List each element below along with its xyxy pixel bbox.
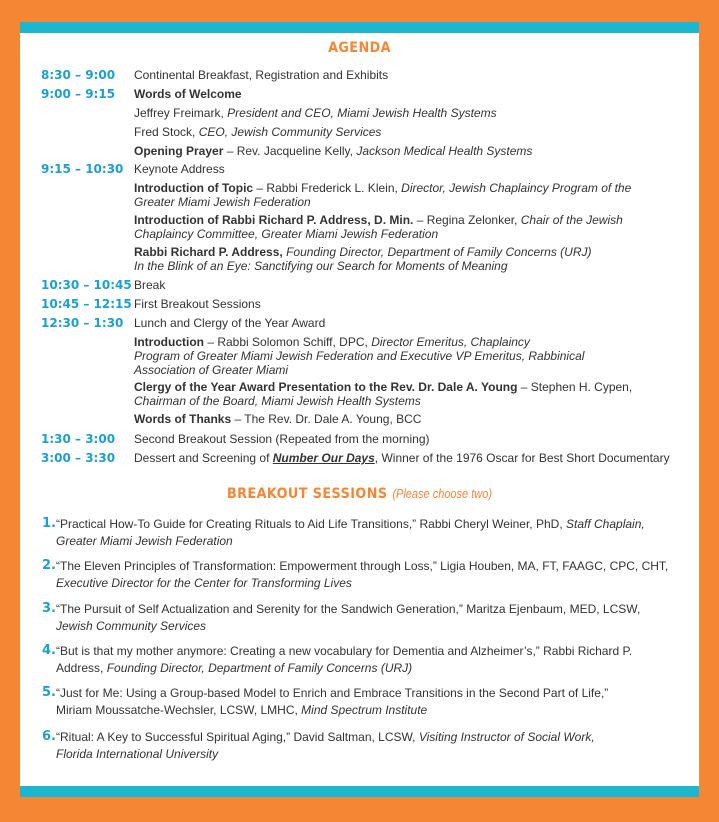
item-lead: Clergy of the Year Award Presentation to the Rev. Dr. Dale A. Young [134,380,518,394]
speaker-role: Director, Jewish Chaplaincy Program of the Greater Miami Jewish Federation [134,181,632,209]
presenter-role: Staff Chaplain, [566,517,645,531]
item-lead: Introduction [134,335,204,349]
session-text: “Just for Me: Using a Group-based Model to Enrich and Embrace Transitions in the Second Part of Life,” [56,686,609,700]
presenter-role: Visiting Instructor of Social Work, [418,730,595,744]
presenter-role: Jewish Community Services [56,619,207,633]
schedule-item: Continental Breakfast, Registration and Exhibits [134,68,389,82]
time-slot: 8:30 – 9:00 [41,68,116,82]
breakout-number: 1. [42,516,56,531]
speaker-name: – Regina Zelonker, [413,213,521,227]
breakout-session [56,601,684,635]
speaker-line [134,412,689,426]
session-text: “But is that my mother anymore: Creating a new vocabulary for Dementia and Alzheimer’s,” Rabbi Richard P. [56,644,633,658]
item-lead: Introduction of Rabbi Richard P. Address, D. Min. [134,213,414,227]
breakout-session [56,685,684,719]
breakout-title [61,486,659,502]
speaker-role: Chair of the Jewish Chaplaincy Committee, Greater Miami Jewish Federation [134,213,623,241]
schedule-item: Break [134,278,166,292]
breakout-number: 3. [42,601,56,616]
schedule-item: Words of Welcome [134,87,242,101]
speaker-name: Jeffrey Freimark, [134,106,224,120]
schedule-item: First Breakout Sessions [134,297,261,311]
speaker-role: President and CEO, Miami Jewish Health Systems [227,106,497,120]
speaker-name: – Rabbi Frederick L. Klein, [253,181,402,195]
speaker-line [134,181,654,209]
speaker-role: CEO, Jewish Community Services [198,125,382,139]
speaker-name: – Rabbi Solomon Schiff, DPC, [203,335,372,349]
time-slot: 3:00 – 3:30 [41,451,116,465]
time-slot: 10:30 – 10:45 [41,278,132,292]
speaker-name: – Rev. Jacqueline Kelly, [223,144,357,158]
session-text: “The Eleven Principles of Transformation: Empowerment through Loss,” Ligia Houben, MA, FT, FAAGC, CPC, CHT, [56,559,669,573]
agenda-title: AGENDA [328,40,391,56]
item-lead: Opening Prayer [134,144,224,158]
breakout-number: 5. [42,685,56,700]
speaker-role: Jackson Medical Health Systems [356,144,533,158]
item-lead: Introduction of Topic [134,181,254,195]
session-text: “The Pursuit of Self Actualization and Serenity for the Sandwich Generation,” Maritza Ejenbaum, MED, LCSW, [56,602,641,616]
bottom-accent-bar [20,786,699,797]
time-slot: 9:00 – 9:15 [41,87,116,101]
item-lead: Rabbi Richard P. Address, [134,245,283,259]
keynote-title: In the Blink of an Eye: Sanctifying our Search for Moments of Meaning [134,259,508,273]
speaker-role: Program of Greater Miami Jewish Federation and Executive VP Emeritus, Rabbinical [134,349,585,363]
schedule-item: Lunch and Clergy of the Year Award [134,316,326,330]
speaker-role: Association of Greater Miami [134,363,289,377]
speaker-name: – The Rev. Dr. Dale A. Young, BCC [231,412,422,426]
item-text: Dessert and Screening of [134,451,273,465]
schedule-item: Second Breakout Session (Repeated from the morning) [134,432,430,446]
breakout-number: 4. [42,643,56,658]
speaker-line [134,245,689,273]
breakout-session [56,729,684,763]
item-lead: Words of Thanks [134,412,232,426]
presenter-role: Executive Director for the Center for Transforming Lives [56,576,352,590]
session-text: “Ritual: A Key to Successful Spiritual Aging,” David Saltman, LCSW, [56,730,419,744]
presenter-role: Mind Spectrum Institute [301,703,428,717]
breakout-session [56,558,684,592]
presenter-role: Founding Director, Department of Family Concerns (URJ) [106,661,413,675]
breakout-number: 6. [42,729,56,744]
speaker-line [134,380,689,408]
speaker-line [134,144,689,158]
speaker-name: Fred Stock, [134,125,196,139]
breakout-session [56,643,684,677]
speaker-role: Founding Director, Department of Family Concerns (URJ) [286,245,592,259]
schedule-item [134,451,694,465]
time-slot: 9:15 – 10:30 [41,162,124,176]
presenter-role: Greater Miami Jewish Federation [56,534,233,548]
speaker-line [134,106,689,120]
top-accent-bar [20,22,699,33]
speaker-line [134,125,689,139]
breakout-number: 2. [42,558,56,573]
item-text: , Winner of the 1976 Oscar for Best Short Documentary [374,451,670,465]
speaker-role: Chairman of the Board, Miami Jewish Health Systems [134,394,421,408]
speaker-name: – Stephen H. Cypen, [517,380,633,394]
breakout-title-text: BREAKOUT SESSIONS [226,486,388,502]
time-slot: 10:45 – 12:15 [41,297,132,311]
speaker-line [134,335,689,377]
session-text: “Practical How-To Guide for Creating Rituals to Aid Life Transitions,” Rabbi Cheryl Weiner, PhD, [56,517,566,531]
session-text: Miriam Moussatche-Wechsler, LCSW, LMHC, [56,703,302,717]
time-slot: 1:30 – 3:00 [41,432,116,446]
film-title: Number Our Days [272,451,375,465]
agenda-panel [20,22,699,797]
breakout-subtitle: (Please choose two) [392,487,493,501]
speaker-role: Director Emeritus, Chaplaincy [371,335,530,349]
time-slot: 12:30 – 1:30 [41,316,124,330]
presenter-role: Florida International University [56,747,219,761]
schedule-item: Keynote Address [134,162,225,176]
speaker-line [134,213,654,241]
session-text: Address, [56,661,107,675]
breakout-session [56,516,684,550]
